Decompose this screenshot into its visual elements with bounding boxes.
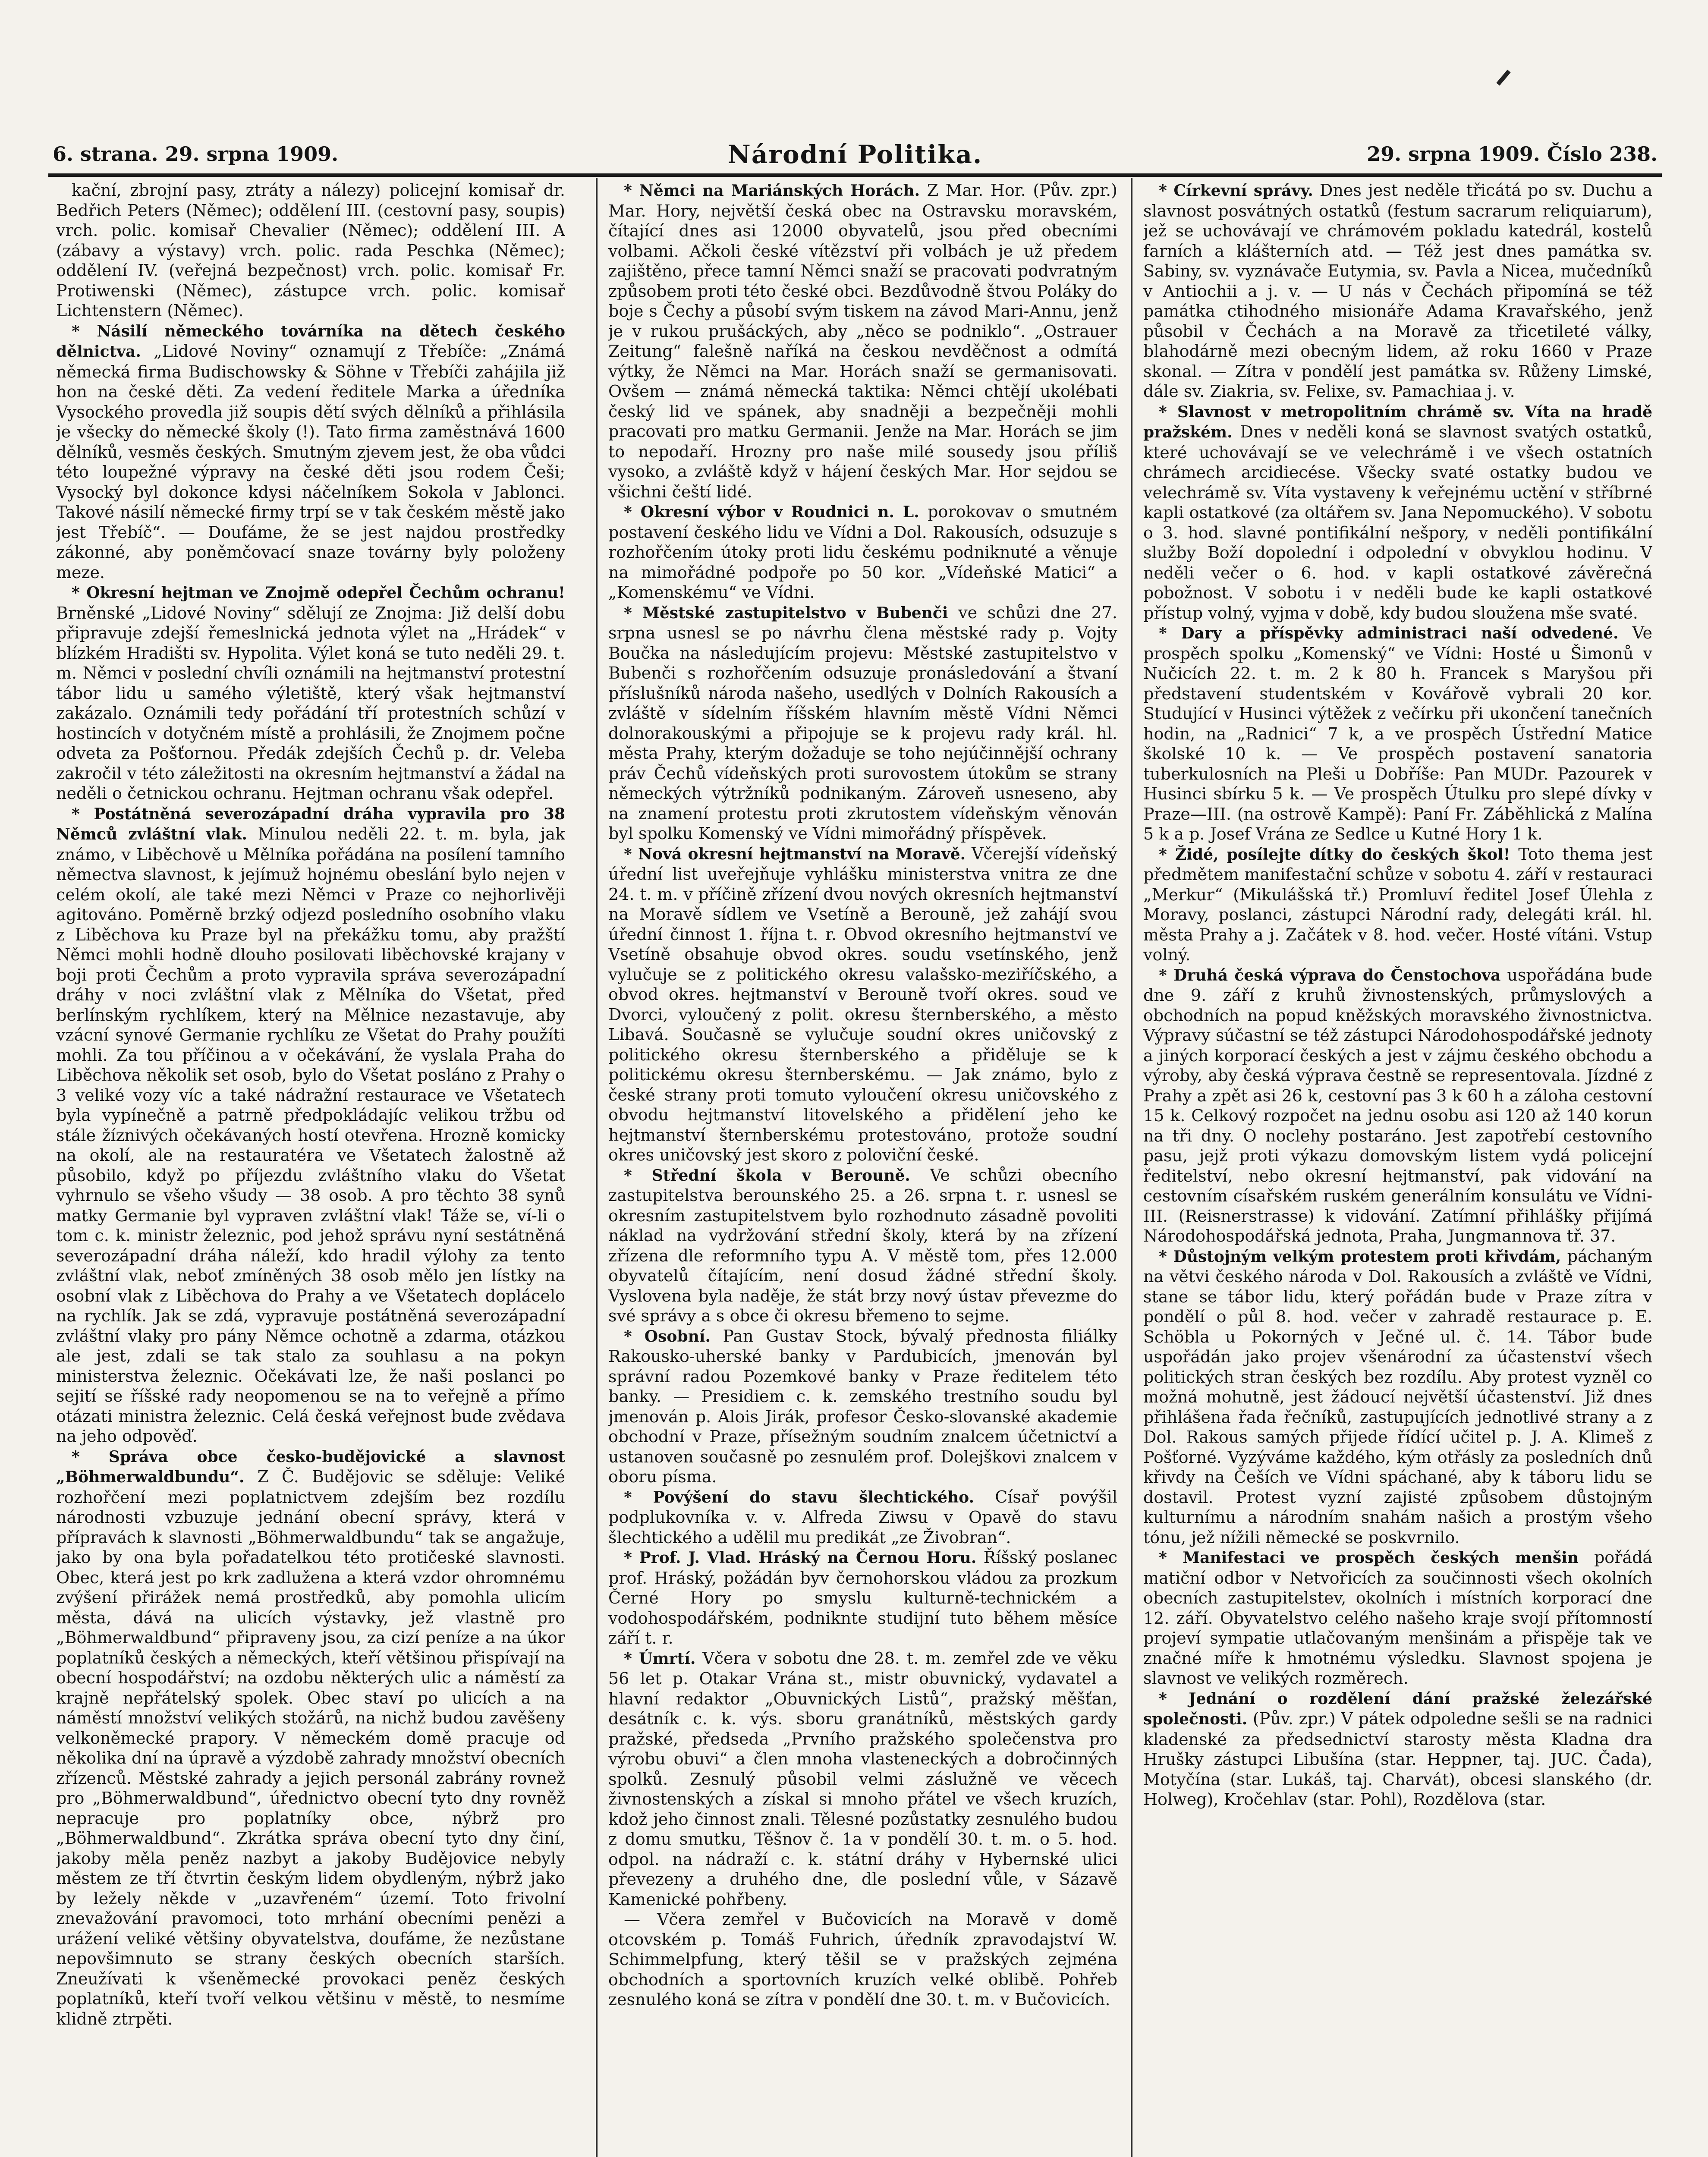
article-text: kační, zbrojní pasy, ztráty a nálezy) policejní komisař dr. Bedřich Peters (Němec); oddělení III. (cestovní pasy, soupis) vrch. polic. komisař Chevalier (Němec); oddělení III. A (zábavy a výstavy) vrch. polic. rada Peschka (Němec); oddělení IV. (veřejná bezpečnost) vrch. polic. komisař Fr. Protiwenski (Němec), zástupce vrch. polic. komisař Lichtenstern (Němec).: [56, 181, 565, 320]
article-heading: * Slavnost v metropolitním chrámě sv. Víta na hradě pražském.: [1143, 402, 1652, 441]
article-text: ve schůzi dne 27. srpna usnesl se po návrhu člena městské rady p. Vojty Boučka na následujícím projevu: Městské zastupitelstvo v Bubenči s rozhořčením odsuzuje pronásledování a štvaní příslušníků národa našeho, usedlých v Dolních Rakousích a zvláště v sídelním říšském hlavním městě Vídni Němci dolnorakouskými a připojuje se k projevu rady král. hl. města Prahy, kterým dožaduje se toho nejúčinnější ochrany práv Čechů vídeňských proti surovostem útokům se strany německých výtržníků podnikaným. Zároveň usneseno, aby na znamení protestu proti zkrutostem vídeňským věnován byl spolku Komenský ve Vídni mimořádný příspěvek.: [608, 603, 1117, 843]
article: [608, 1326, 1117, 1487]
article-heading: * Nová okresní hejtmanství na Moravě.: [624, 845, 966, 863]
scan-mark: [1496, 69, 1510, 85]
article: [608, 1547, 1117, 1648]
article-heading: * Úmrtí.: [624, 1649, 696, 1668]
article-text: Dnes v neděli koná se slavnost svatých ostatků, které uchovávají se ve velechrámě i ve všech ostatních chrámech arcidiecése. Všecky svaté ostatky budou ve velechrámě sv. Víta vystaveny k veřejnému uctění v stříbrné kapli ostatkové (za oltářem sv. Jana Nepomuckého). V sobotu o 3. hod. slavné pontifikální nešpory, v neděli pontifikální služby Boží dopolední i odpolední v obvyklou hodinu. V neděli večer o 6. hod. v kapli ostatkové závěrečná pobožnost. V sobotu i v neděli bude ke kapli ostatkové přístup volný, vyjma v době, kdy budou sloužena mše svaté.: [1143, 422, 1652, 623]
article: [608, 180, 1117, 502]
article-text: Včerejší vídeňský úřední list uveřejňuje vyhlášku ministerstva vnitra ze dne 24. t. m. v příčině zřízení dvou nových okresních hejtmanství na Moravě sídlem ve Vsetíně a Berouně, jež zahájí svou úřední činnost 1. října t. r. Obvod okresního hejtmanství ve Vsetíně obsahuje obvod okres. soudu vsetínského, jenž vylučuje se z politického okresu valašsko-meziříčského, a obvod okres. hejtmanství v Berouně tvoří okres. soud ve Dvorci, vyloučený z polit. okresu šternberského, a město Libavá. Současně se vylučuje soudní okres uničovský z politického okresu šternberského a přiděluje se k politickému okresu šternberskému. — Jak známo, bylo z české strany proti tomuto vyloučení okresu uničovského z obvodu hejtmanství litovelského a přidělení jeho ke hejtmanství šternberskému protestováno, protože soudní okres uničovský jest skoro z poloviční české.: [608, 844, 1117, 1164]
article-text: pořádá matiční odbor v Netvořicích za součinnosti všech okolních obecních zastupitelstev, okolních i místních korporací dne 12. září. Obyvatelstvo celého našeho kraje svojí přítomností projeví sympatie utlačovaným menšinám a přispěje tak ve značné míře k hmotnému výsledku. Slavnost spojena je slavnost ve velikých rozměrech.: [1143, 1548, 1652, 1688]
article: [608, 1165, 1117, 1326]
article-heading: * Povýšení do stavu šlechtického.: [624, 1488, 975, 1506]
article-heading: * Prof. J. Vlad. Hráský na Černou Horu.: [624, 1549, 977, 1567]
article-text: Říšský poslanec prof. Hráský, požádán byv černohorskou vládou za prozkum Černé Hory po smyslu kulturně-technickém a vodohospodářském, podniknte studijní tuto během měsíce září t. r.: [608, 1548, 1117, 1648]
article-heading: * Židé, posílejte dítky do českých škol!: [1159, 845, 1510, 864]
article-heading: * Manifestaci ve prospěch českých menšin: [1159, 1549, 1579, 1567]
masthead-title: Národní Politika.: [727, 140, 983, 169]
article-heading: * Městské zastupitelstvo v Bubenči: [624, 604, 948, 622]
article: [608, 502, 1117, 603]
article-heading: * Násilí německého továrníka na dětech českého dělnictva.: [56, 322, 565, 361]
page-header: [53, 142, 1658, 173]
article-heading: * Postátněná severozápadní dráha vypravila pro 38 Němců zvláštní vlak.: [56, 805, 565, 843]
article-heading: * Správa obce česko-budějovické a slavnost „Böhmerwaldbundu“.: [56, 1447, 565, 1486]
column-divider: [1131, 178, 1132, 2157]
article-text: Z Mar. Hor. (Pův. zpr.) Mar. Hory, největší česká obec na Ostravsku moravském, čítající dnes asi 12000 obyvatelů, jsou před obecními volbami. Ačkoli české vítězství při volbách je už předem zajištěno, přece tamní Němci snaží se pracovati podvratným způsobem proti této české obci. Bezdůvodně štvou Poláky do boje s Čechy a působí svým tiskem na závod Mari-Annu, jenž je v rukou prušáckých, aby „něco se podniklo“. „Ostrauer Zeitung“ falešně naříká na českou nevděčnost a odmítá výtky, že Němci na Mar. Horách snaží se germanisovati. Ovšem — známá německá taktika: Němci chtějí ukolébati český lid ve spánek, aby snadněji a bezpečněji mohli pracovati pro matku Germanii. Jenže na Mar. Horách se jim to nepodaří. Hrozny pro naše milé sousedy jsou příliš vysoko, a zvláště když v hájení českých Mar. Hor sejdou se všichni čeští lidé.: [608, 181, 1117, 501]
article: [1143, 623, 1652, 844]
article: [56, 582, 565, 804]
article-heading: * Osobní.: [624, 1327, 711, 1346]
article: [608, 1487, 1117, 1548]
article-text: Dnes jest neděle třicátá po sv. Duchu a slavnost posvátných ostatků (festum sacrarum reliquiarum), jež se uchovávají ve chrámovém pokladu katedrál, kostelů farních a klášterních atd. — Též jest dnes památka sv. Sabiny, sv. vyznávače Eutymia, sv. Pavla a Nicea, mučedníků v Antiochii a j. v. — U nás v Čechách připomíná se též památka ctihodného misionáře Adama Kravařského, jenž působil v Čechách a na Moravě za třicetileté války, blahodárně mezi obecným lidem, až roku 1660 v Praze skonal. — Zítra v pondělí jest památka sv. Růženy Limské, dále sv. Ziakria, sv. Felixe, sv. Pamachiaa j. v.: [1143, 181, 1652, 401]
article: [608, 844, 1117, 1165]
article-text: — Včera zemřel v Bučovicích na Moravě v domě otcovském p. Tomáš Fuhrich, úředník zpravodajství W. Schimmelpfung, který těšil se v pražských zejména obchodních a sportovních kruzích velké oblibě. Pohřeb zesnulého koná se zítra v pondělí dne 30. t. m. v Bučovicích.: [608, 1910, 1117, 2009]
article: [608, 1648, 1117, 1910]
article-heading: * Dary a příspěvky administraci naší odvedené.: [1159, 624, 1619, 642]
article-heading: * Němci na Mariánských Horách.: [624, 182, 920, 200]
article: [56, 180, 565, 321]
article-heading: * Důstojným velkým protestem proti křivdám,: [1159, 1247, 1561, 1266]
article-heading: * Okresní hejtman ve Znojmě odepřel Čechům ochranu!: [72, 584, 565, 602]
article-heading: * Okresní výbor v Roudnici n. L.: [624, 503, 919, 521]
article: [56, 804, 565, 1446]
article: [1143, 965, 1652, 1246]
article: [608, 603, 1117, 844]
article-heading: * Jednání o rozdělení dání pražské železářské společnosti.: [1143, 1689, 1652, 1728]
header-right: 29. srpna 1909. Číslo 238.: [1367, 142, 1658, 166]
article-heading: * Střední škola v Berouně.: [624, 1166, 910, 1185]
article-text: Pan Gustav Stock, bývalý přednosta filiálky Rakousko-uherské banky v Pardubicích, jmenován byl správní radou Pozemkové banky v Praze ředitelem této banky. — Presidiem c. k. zemského trestního soudu byl jmenován p. Alois Jirák, profesor Česko-slovanské akademie obchodní v Praze, přísežným soudním znalcem účetnictví a ustanoven současně po zesnulém prof. Dolejškovi znalcem v oboru písma.: [608, 1326, 1117, 1486]
article: [56, 1446, 565, 2029]
column-3: [1143, 180, 1652, 2157]
column-1: [56, 180, 565, 2157]
header-left: 6. strana. 29. srpna 1909.: [53, 142, 339, 166]
article: [56, 321, 565, 583]
article: [1143, 402, 1652, 623]
column-divider: [596, 178, 598, 2157]
article-text: Ve schůzi obecního zastupitelstva berounského 25. a 26. srpna t. r. usnesl se okresním zastupitelstvem bylo rozhodnuto zásadně povoliti náklad na vydržování střední školy, která by na zřízení zřízena dle reformního typu A. V městě tom, přes 12.000 obyvatelů čítajícím, není dosud žádné střední školy. Vyslovena byla naděje, že stát brzy nový ústav převezme do své správy a s obce či okresu břemeno to sejme.: [608, 1165, 1117, 1325]
column-2: [608, 180, 1117, 2157]
article: [1143, 1246, 1652, 1548]
article-text: Včera v sobotu dne 28. t. m. zemřel zde ve věku 56 let p. Otakar Vrána st., mistr obuvnický, vydavatel a hlavní redaktor „Obuvnických Listů“, pražský měšťan, desátník c. k. výs. sboru granátníků, městských gardy pražské, předseda „Prvního pražského společenstva pro výrobu obuvi“ a člen mnoha vlasteneckých a dobročinných spolků. Zesnulý působil velmi záslužně ve věcech živnostenských a získal si mnoho přátel ve všech kruzích, kdož jeho činnost znali. Tělesné pozůstatky zesnulého budou z domu smutku, Těšnov č. 1a v pondělí 30. t. m. o 5. hod. odpol. na nádraží c. k. státní dráhy v Hybernské ulici převezeny a druhého dne, dle poslední vůle, v Sázavě Kamenické pohřbeny.: [608, 1648, 1117, 1909]
article: [1143, 1688, 1652, 1810]
article-text: Toto thema jest předmětem manifestační schůze v sobotu 4. září v restauraci „Merkur“ (Mikulášská tř.) Promluví ředitel Josef Úlehla z Moravy, poslanci, zástupci Národní rady, delegáti král. hl. města Prahy a j. Začátek v 8. hod. večer. Hosté vítáni. Vstup volný.: [1143, 844, 1652, 964]
article-text: Císař povýšil podplukovníka v. v. Alfreda Ziwsu v Opavě do stavu šlechtického a udělil mu predikát „ze Živobran“.: [608, 1487, 1117, 1547]
article: [608, 1909, 1117, 2010]
article: [1143, 180, 1652, 402]
header-rule: [48, 173, 1662, 177]
article: [1143, 844, 1652, 965]
article-text: páchaným na větvi českého národa v Dol. Rakousích a zvláště ve Vídni, stane se tábor lidu, který pořádán bude v Praze zítra v pondělí o půl 8. hod. večer v zahradě restaurace p. E. Schöbla u Pokorných v Ječné ul. č. 14. Tábor bude uspořádán jako projev všenárodní za účastenství všech politických stran českých bez rozdílu. Aby protest vyzněl co možná mohutně, jest žádoucí největší účastenství. Již dnes přihlášena řada řečníků, zastupujících jednotlivé strany a z Dol. Rakous samých přijede řídící učitel p. J. A. Klimeš z Pošťorné. Vyzýváme každého, kým otřásly za posledních dnů křivdy na Češích ve Vídni spáchané, aby k táboru lidu se dostavil. Protest vyzní zajisté způsobem důstojným kulturnímu a národním snahám našich a prostým všeho tónu, jež nížili německé se poskvrnilo.: [1143, 1246, 1652, 1547]
article-text: Ve prospěch spolku „Komenský“ ve Vídni: Hosté u Šimonů v Nučicích 22. t. m. 2 k 80 h. Francek s Maryšou při představení studentském v Kovářově vybrali 20 kor. Studující v Husinci výtěžek z večírku při ukončení tanečních hodin, na „Radnici“ 7 k, a ve prospěch Ústřední Matice školské 10 k. — Ve prospěch postavení sanatoria tuberkulosních na Pleši u Dobříše: Pan MUDr. Pazourek v Husinci sbírku 5 k. — Ve prospěch Útulku pro slepé dívky v Praze—III. (na ostrově Kampě): Paní Fr. Záběhlická z Malína 5 k a p. Josef Vrána ze Sedlce u Kutné Hory 1 k.: [1143, 623, 1652, 843]
article-heading: * Církevní správy.: [1159, 182, 1313, 200]
article-text: „Lidové Noviny“ oznamují z Třebíče: „Známá německá firma Budischowsky & Söhne v Třebíči zahájila již hon na české děti. Za vedení ředitele Marka a úředníka Vysockého provedla již soupis dětí svých dělníků a přihlásila je všecky do německé školy (!). Tato firma zaměstnává 1600 dělníků, vesměs českých. Smutným zjevem jest, že oba vůdci této loupežné výpravy na české děti jsou rodem Češi; Vysocký byl dokonce kdysi náčelníkem Sokola v Jablonci. Takové násilí německé firmy trpí se v tak českém městě jako jest Třebíč“. — Doufáme, že se jest najdou prostředky zákonné, aby poněmčovací snaze továrny byly položeny meze.: [56, 342, 565, 582]
article-text: Z Č. Budějovic se sděluje: Veliké rozhořčení mezi poplatnictvem zdejším bez rozdílu národnosti vzbuzuje jednání obecní správy, která v přípravách k slavnosti „Böhmerwaldbundu“ tak se angažuje, jako by ona byla pořadatelkou této protičeské slavnosti. Obec, která jest po krk zadlužena a která vzdor ohromnému zvýšení přirážek nemá prostředků, aby pomohla ulicím města, dává na ulicích výstavky, jež vlastně pro „Böhmerwaldbund“ připraveny jsou, za cizí peníze a na úkor poplatníků českých a německých, kteří většinou přispívají na obecní hospodářství; na ozdobu některých ulic a náměstí za krajně nepřátelský spolek. Obec staví po ulicích a na náměstí množství velikých stožárů, na nichž budou zavěšeny velkoněmecké prapory. V německém domě pracuje od několika dní na úpravě a výzdobě zahrady množství obecních zřízenců. Městské zahrady a jejich personál zabrány rovnež pro „Böhmerwaldbund“, úřednictvo obecní tyto dny rovněž nepracuje pro poplatníky obce, nýbrž pro „Böhmerwaldbund“. Zkrátka správa obecní tyto dny činí, jakoby měla peněz nazbyt a jakoby Budějovice nebyly městem ze tří čtvrtin českým lidem obydleným, nýbrž jako by ležely někde v „uzavřeném“ území. Toto frivolní znevažování pravomoci, toto mrhání obecními penězi a urážení veliké většiny obyvatelstva, doufáme, že nezůstane nepovšimnuto se strany českých obecních starších. Zneužívati k všeněmecké provokaci peněz českých poplatníků, kteří tvoří velkou většinu v městě, to nesmíme klidně ztrpěti.: [56, 1467, 565, 2028]
article-text: porokovav o smutném postavení českého lidu ve Vídni a Dol. Rakousích, odsuzuje s rozhořčením útoky proti lidu českému podniknuté a věnuje na mimořádné podpoře po 50 kor. „Vídeňské Matici“ a „Komenskému“ ve Vídni.: [608, 502, 1117, 602]
article-text: Minulou neděli 22. t. m. byla, jak známo, v Liběchově u Mělníka pořádána na posílení tamního němectva slavnost, k jejímuž hojnému obeslání bylo nejen v celém okolí, ale také mezi Němci v Praze co nejhorlivěji agitováno. Poměrně brzký odjezd posledního osobního vlaku z Liběchova ku Praze byl na překážku tomu, aby pražští Němci mohli hodně dlouho posilovati liběchovské krajany v boji proti Čechům a proto vypravila správa severozápadní dráhy v noci zvláštní vlak z Mělníka do Všetat, před berlínským rychlíkem, který na Mělnice nezastavuje, aby vzácní synové Germanie rychlíku ze Všetat do Prahy použíti mohli. Za tou příčinou a v očekávání, že vyslala Praha do Liběchova několik set osob, bylo do Všetat posláno z Prahy o 3 veliké vozy víc a také nádražní restaurace ve Všetatech byla vypínečně a patrně předpokládajíc velikou tržbu od stále žíznivých očekávaných hostí otevřena. Hrozně komicky na okolí, ale na restauratéra ve Všetatech žalostně až působilo, když po příjezdu zvláštního vlaku do Všetat vyhrnulo se všeho všudy — 38 osob. A pro těchto 38 synů matky Germanie byl vypraven zvláštní vlak! Táže se, ví-li o tom c. k. ministr železnic, pod jehož správu nyní sestátněná severozápadní dráha náleží, kdo hradil výlohy za tento zvláštní vlak, neboť zmíněných 38 osob mělo jen lístky na osobní vlak z Liběchova do Prahy a ve Všetatech doplácelo na rychlík. Jak se zdá, vypravuje postátněná severozápadní zvláštní vlaky pro pány Němce ochotně a zdarma, otázkou ale jest, zdali se tak stalo za souhlasu a na pokyn ministerstva železnic. Očekávati lze, že naši poslanci po sejití se říšské rady neopomenou se na to veřejně a přímo otázati ministra železnic. Celá česká veřejnost bude zvědava na jeho odpověď.: [56, 824, 565, 1446]
article-text: Brněnské „Lidové Noviny“ sdělují ze Znojma: Již delší dobu připravuje zdejší řemeslnická jednota výlet na „Hrádek“ v blízkém Hradišti sv. Hypolita. Výlet koná se tuto neděli 29. t. m. Němci v poslední chvíli oznámili na hejtmanství protestní tábor lidu u samého výletiště, který však hejtmanství zakázalo. Oznámili tedy pořádání tří protestních schůzí v hostincích v dotyčném místě a prohlásili, že Znojmem počne odveta za Pošťornou. Předák zdejších Čechů p. dr. Veleba zakročil v této záležitosti na okresním hejtmanství a žádal na neděli o četnickou ochranu. Hejtman ochranu však odepřel.: [56, 603, 565, 803]
article-text: (Pův. zpr.) V pátek odpoledne sešli se na radnici kladenské za předsednictví starosty města Kladna dra Hrušky zástupci Libušína (star. Heppner, taj. JUC. Čada), Motyčína (star. Lukáš, taj. Charvát), obcesi slanského (dr. Holweg), Kročehlav (star. Pohl), Rozdělova (star.: [1143, 1709, 1652, 1809]
article: [1143, 1547, 1652, 1688]
article-heading: * Druhá česká výprava do Čenstochova: [1159, 966, 1501, 984]
article-text: uspořádána bude dne 9. září z kruhů živnostenských, průmyslových a obchodních na popud kněžských moravského živnostnictva. Výpravy súčastní se též zástupci Národohospodářské jednoty a jiných korporací českých a jest v zájmu českého obchodu a výroby, aby česká výprava čestně se representovala. Jízdné z Prahy a zpět asi 26 k, cestovní pas 3 k 60 h a záloha cestovní 15 k. Celkový rozpočet na jednu osobu asi 120 až 140 korun na tři dny. O noclehy postaráno. Jest zapotřebí cestovního pasu, jejž proti výkazu domovským listem vydá policejní ředitelství, nebo okresní hejtmanství, pak vidování na cestovním císařském ruském generálním konsulátu ve Vídni-III. (Reisnerstrasse) k vidování. Zatímní přihlášky přijímá Národohospodářská jednota, Praha, Jungmannova tř. 37.: [1143, 965, 1652, 1245]
